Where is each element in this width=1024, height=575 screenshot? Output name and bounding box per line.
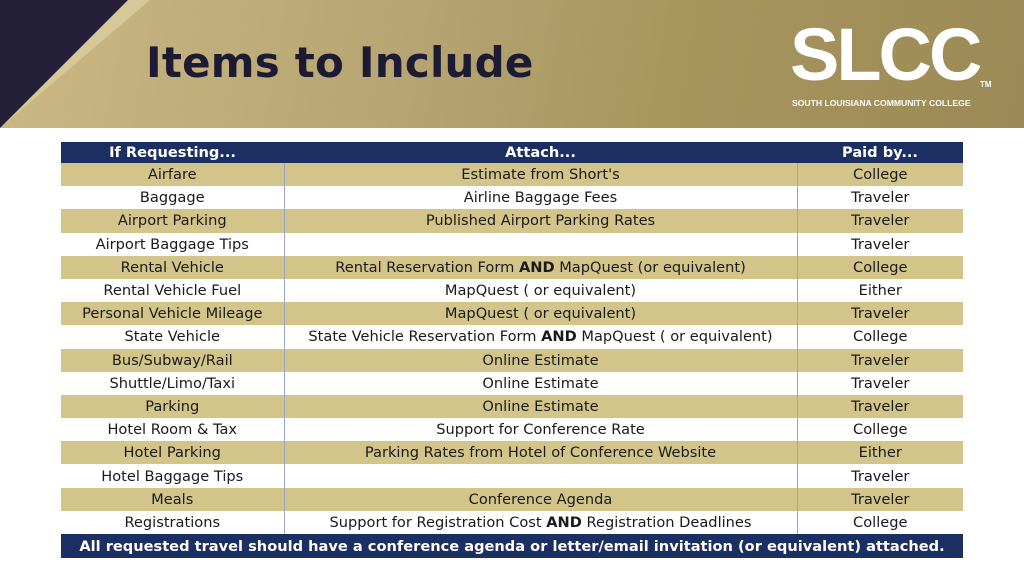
cell-item: Hotel Baggage Tips — [61, 464, 284, 487]
cell-attach — [284, 511, 797, 534]
table-row — [61, 464, 963, 487]
cell-attach-text: MapQuest ( or equivalent) — [444, 305, 637, 323]
cell-attach — [284, 256, 797, 279]
cell-attach — [284, 464, 797, 487]
cell-item: Shuttle/Limo/Taxi — [61, 372, 284, 395]
cell-item: Personal Vehicle Mileage — [61, 302, 284, 325]
cell-attach-text: Online Estimate — [482, 397, 599, 415]
cell-paid-by: Traveler — [797, 209, 963, 232]
header-dark-triangle — [0, 0, 128, 128]
header-paid-by: Paid by... — [797, 142, 963, 163]
cell-paid-by: College — [797, 256, 963, 279]
table-row — [61, 233, 963, 256]
cell-item: Meals — [61, 488, 284, 511]
cell-paid-by: College — [797, 163, 963, 186]
table-row — [61, 302, 963, 325]
cell-item: Baggage — [61, 186, 284, 209]
table-row — [61, 372, 963, 395]
table-row — [61, 209, 963, 232]
cell-item: Airfare — [61, 163, 284, 186]
cell-attach-keyword: AND — [541, 328, 577, 346]
cell-item: Parking — [61, 395, 284, 418]
cell-item: Bus/Subway/Rail — [61, 349, 284, 372]
table-row — [61, 163, 963, 186]
cell-paid-by: Traveler — [797, 349, 963, 372]
slide-title: Items to Include — [146, 38, 534, 87]
cell-attach-text: MapQuest ( or equivalent) — [444, 282, 637, 300]
cell-attach — [284, 163, 797, 186]
logo-subtitle: SOUTH LOUISIANA COMMUNITY COLLEGE — [792, 98, 971, 108]
items-table — [61, 142, 963, 558]
cell-attach-text: Airline Baggage Fees — [463, 189, 618, 207]
table-row — [61, 325, 963, 348]
cell-paid-by: Traveler — [797, 302, 963, 325]
cell-attach — [284, 418, 797, 441]
cell-item: Hotel Room & Tax — [61, 418, 284, 441]
cell-paid-by: College — [797, 511, 963, 534]
cell-item: Registrations — [61, 511, 284, 534]
cell-attach — [284, 372, 797, 395]
cell-attach-text: Conference Agenda — [468, 490, 613, 508]
cell-attach — [284, 209, 797, 232]
slide-header — [0, 0, 1024, 128]
cell-item: Rental Vehicle Fuel — [61, 279, 284, 302]
cell-item: Airport Baggage Tips — [61, 233, 284, 256]
table-row — [61, 511, 963, 534]
cell-attach-text: Online Estimate — [482, 374, 599, 392]
cell-item: Airport Parking — [61, 209, 284, 232]
cell-paid-by: Either — [797, 441, 963, 464]
cell-paid-by: Either — [797, 279, 963, 302]
cell-paid-by: Traveler — [797, 464, 963, 487]
cell-attach-keyword: AND — [546, 513, 582, 531]
table-row — [61, 395, 963, 418]
cell-attach-text: Published Airport Parking Rates — [425, 212, 656, 230]
table-footer-row — [61, 534, 963, 558]
logo-wordmark: SLCC — [790, 13, 980, 96]
cell-paid-by: Traveler — [797, 372, 963, 395]
cell-attach — [284, 325, 797, 348]
cell-attach-text: Estimate from Short's — [461, 166, 620, 184]
cell-attach-text: Rental Reservation Form — [335, 258, 519, 276]
cell-paid-by: Traveler — [797, 186, 963, 209]
table-footer-note: All requested travel should have a conference agenda or letter/email invitation (or equivalent) attached. — [61, 534, 963, 558]
cell-paid-by: Traveler — [797, 395, 963, 418]
cell-attach-text: Support for Conference Rate — [436, 421, 645, 439]
cell-attach — [284, 395, 797, 418]
cell-attach — [284, 349, 797, 372]
cell-attach — [284, 302, 797, 325]
cell-attach — [284, 441, 797, 464]
cell-paid-by: College — [797, 325, 963, 348]
cell-attach — [284, 279, 797, 302]
cell-attach-keyword: AND — [518, 258, 555, 276]
cell-attach-text: Support for Registration Cost — [329, 513, 547, 531]
cell-attach-text: Online Estimate — [482, 351, 599, 369]
cell-attach-text: Parking Rates from Hotel of Conference Website — [364, 444, 717, 462]
cell-attach — [284, 186, 797, 209]
cell-paid-by: Traveler — [797, 233, 963, 256]
slcc-logo — [790, 13, 1000, 117]
cell-paid-by: College — [797, 418, 963, 441]
header-attach: Attach... — [284, 142, 797, 163]
cell-attach — [284, 233, 797, 256]
table-row — [61, 256, 963, 279]
table-row — [61, 349, 963, 372]
cell-attach-text: Registration Deadlines — [581, 513, 752, 531]
table-row — [61, 488, 963, 511]
table-row — [61, 418, 963, 441]
cell-attach-text: MapQuest ( or equivalent) — [576, 328, 773, 346]
table-row — [61, 279, 963, 302]
table-row — [61, 441, 963, 464]
cell-item: Rental Vehicle — [61, 256, 284, 279]
table-row — [61, 186, 963, 209]
cell-item: Hotel Parking — [61, 441, 284, 464]
header-if-requesting: If Requesting... — [61, 142, 284, 163]
cell-attach — [284, 488, 797, 511]
cell-attach-text: MapQuest (or equivalent) — [554, 258, 746, 276]
cell-attach-text: State Vehicle Reservation Form — [308, 328, 542, 346]
cell-paid-by: Traveler — [797, 488, 963, 511]
logo-trademark: TM — [980, 80, 992, 89]
cell-item: State Vehicle — [61, 325, 284, 348]
table-header-row — [61, 142, 963, 163]
